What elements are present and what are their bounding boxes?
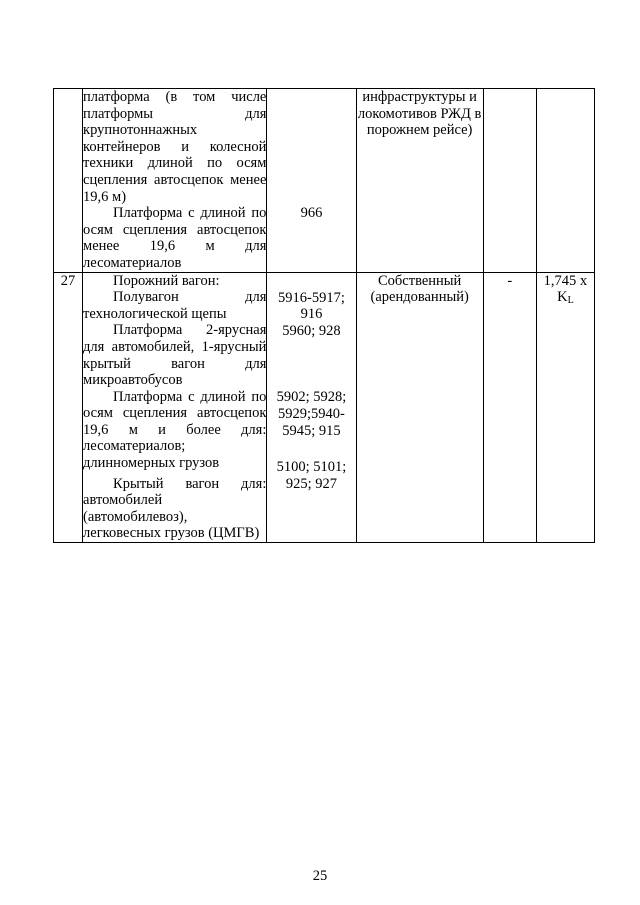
coefficient-value: 1,745 х K: [543, 272, 588, 306]
description-paragraph: Платформа с длиной по осям сцепления автосцепок 19,6 м и более для: лесоматериалов; длинномерных грузов: [83, 388, 267, 472]
wagon-codes-cell: [267, 89, 356, 273]
owner-cell: Собственный (арендованный): [356, 272, 483, 543]
coefficient-subscript: L: [567, 295, 574, 307]
row-number-cell: [54, 89, 83, 273]
cargo-description-cell: [83, 272, 267, 543]
table-row: [54, 89, 595, 273]
code-entry: 5902; 5928; 5929;5940-5945; 915: [276, 389, 347, 439]
description-paragraph: Полувагон для технологической щепы: [83, 289, 267, 322]
empty-cell: [483, 89, 536, 273]
description-paragraph: Платформа с длиной по осям сцепления автосцепок менее 19,6 м для лесоматериалов: [83, 205, 267, 271]
code-entry: 5916-5917; 916: [278, 289, 345, 323]
table-row: [54, 272, 595, 543]
row-number-cell: 27: [54, 272, 83, 543]
coefficient-cell: [536, 272, 594, 543]
page-number: 25: [312, 868, 328, 884]
code-entry: 966: [300, 205, 323, 221]
description-paragraph: Крытый вагон для: автомобилей (автомобилевоз), легковесных грузов (ЦМГВ): [83, 475, 267, 542]
code-entry: 5100; 5101; 925; 927: [276, 459, 347, 492]
owner-cell: инфраструктуры и локомотивов РЖД в порожнем рейсе): [356, 89, 483, 273]
cargo-description-cell: [83, 89, 267, 273]
tariff-table: [53, 88, 595, 543]
description-paragraph: Порожний вагон:: [113, 272, 220, 289]
description-paragraph: Платформа 2-ярусная для автомобилей, 1-ярусный крытый вагон для микроавтобусов: [83, 322, 267, 389]
coefficient-cell: [536, 89, 594, 273]
code-entry: 5960; 928: [282, 322, 341, 339]
empty-cell: -: [483, 272, 536, 543]
description-paragraph: платформа (в том числе платформы для крупнотоннажных контейнеров и колесной техники длиной по осям сцепления автосцепок менее 19,6 м): [83, 89, 267, 205]
wagon-codes-cell: [267, 272, 356, 543]
